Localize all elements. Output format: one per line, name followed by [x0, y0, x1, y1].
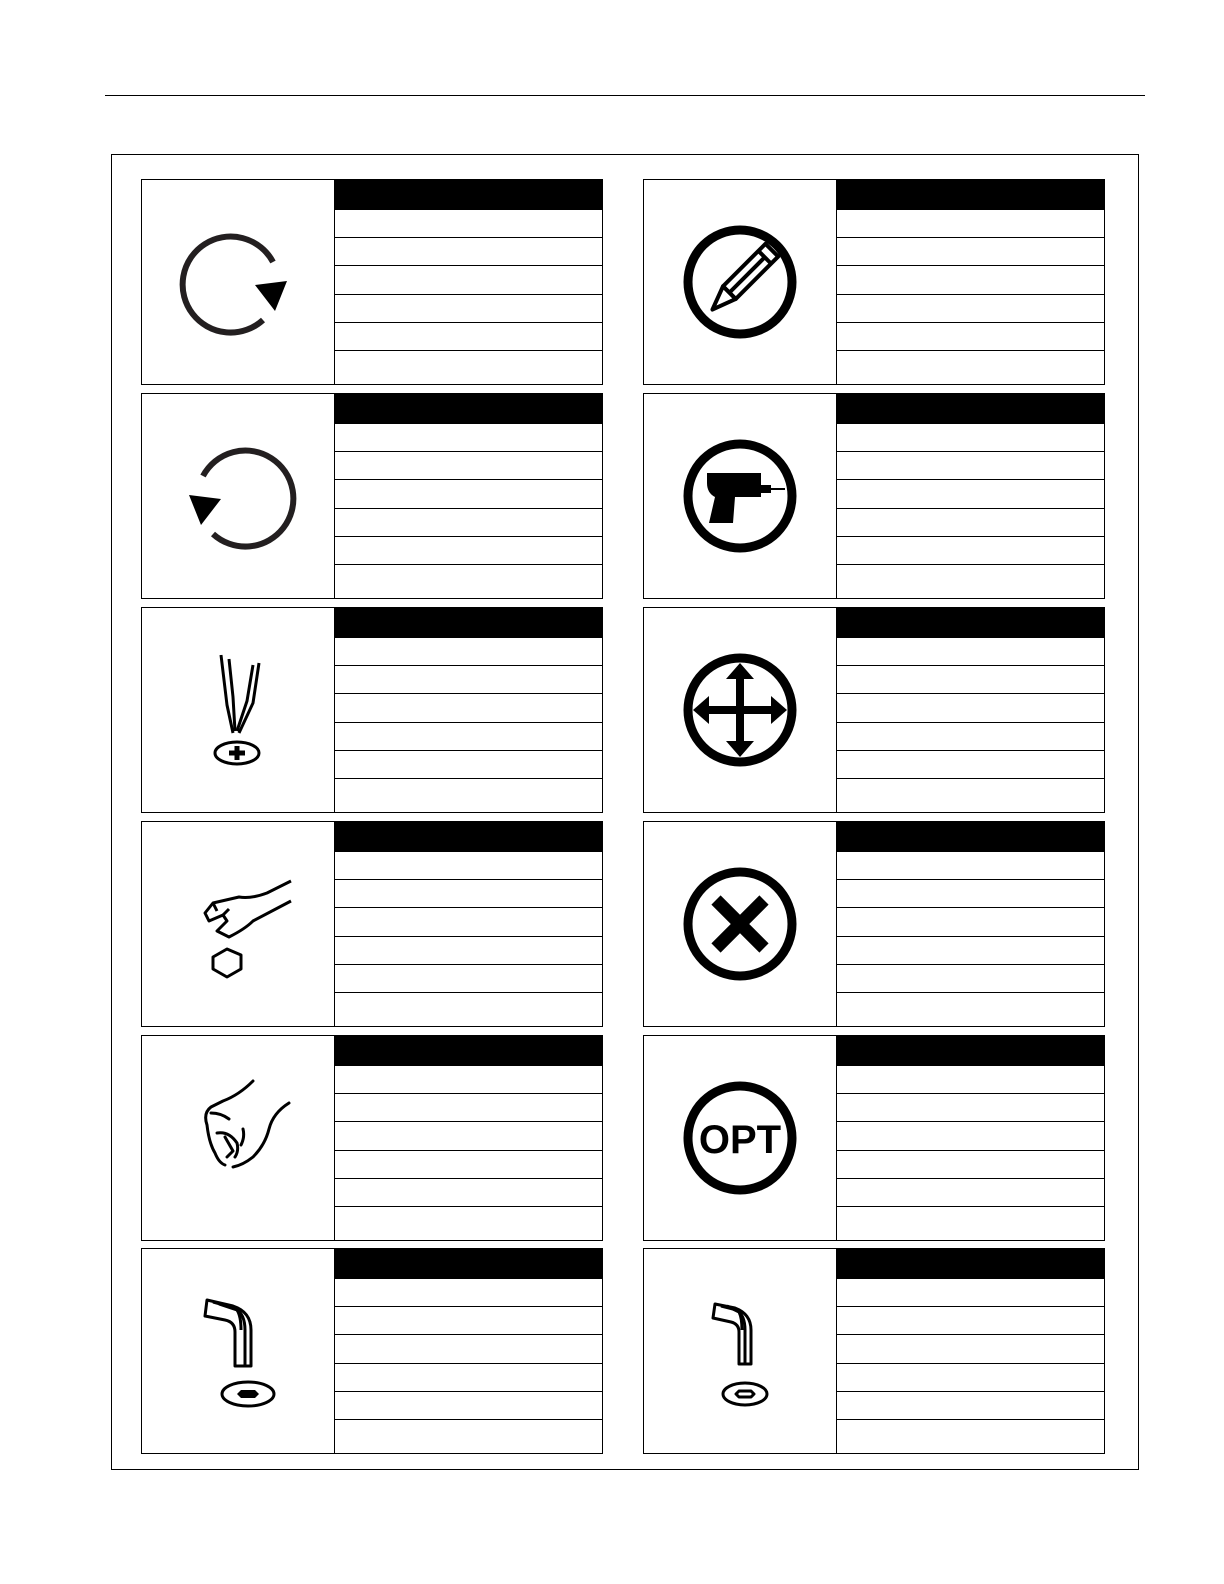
- row-line: [334, 536, 602, 564]
- row-line: [836, 1363, 1104, 1391]
- row-line: [836, 1419, 1104, 1447]
- label-rows: [334, 822, 602, 1026]
- row-line: [836, 851, 1104, 879]
- allen-key-small-bolt-icon: [675, 1286, 805, 1416]
- optional-circle-icon: [675, 1073, 805, 1203]
- row-line: [836, 1178, 1104, 1206]
- row-line: [334, 1150, 602, 1178]
- row-line: [334, 1093, 602, 1121]
- row-line: [334, 750, 602, 778]
- row-line: [334, 1419, 602, 1447]
- row-line: [334, 907, 602, 935]
- row-line: [334, 992, 602, 1020]
- row-line: [836, 1334, 1104, 1362]
- pencil-circle-icon: [675, 217, 805, 347]
- row-line: [836, 423, 1104, 451]
- icon-cell: [142, 822, 335, 1026]
- row-line: [836, 778, 1104, 806]
- label-rows: [836, 1036, 1104, 1240]
- clockwise-rotate-icon: [173, 217, 303, 347]
- opt-label: OPT: [698, 1118, 782, 1162]
- icon-cell: [644, 1036, 837, 1240]
- row-line: [334, 1391, 602, 1419]
- row-line: [334, 564, 602, 592]
- row-line: [836, 1391, 1104, 1419]
- row-line: [334, 451, 602, 479]
- legend-card-wrench: [141, 821, 603, 1027]
- icon-cell: [142, 180, 335, 384]
- row-line: [836, 536, 1104, 564]
- legend-card-pencil: [643, 179, 1105, 385]
- legend-card-clockwise: [141, 179, 603, 385]
- label-rows: [334, 1249, 602, 1453]
- tweezers-screw-icon: [173, 645, 303, 775]
- row-line: [836, 209, 1104, 237]
- row-header: [836, 822, 1104, 851]
- row-line: [836, 479, 1104, 507]
- icon-cell: [644, 180, 837, 384]
- row-line: [334, 1334, 602, 1362]
- row-line: [334, 508, 602, 536]
- row-line: [836, 350, 1104, 378]
- row-line: [836, 1065, 1104, 1093]
- label-rows: [334, 180, 602, 384]
- legend-card-do-not: [643, 821, 1105, 1027]
- row-line: [836, 564, 1104, 592]
- row-line: [836, 322, 1104, 350]
- row-header: [836, 1249, 1104, 1278]
- row-line: [836, 451, 1104, 479]
- label-rows: [836, 394, 1104, 598]
- allen-key-large-bolt-icon: [173, 1286, 303, 1416]
- row-line: [836, 992, 1104, 1020]
- row-line: [334, 479, 602, 507]
- legend-card-drill: [643, 393, 1105, 599]
- row-line: [334, 936, 602, 964]
- row-line: [334, 350, 602, 378]
- row-line: [836, 907, 1104, 935]
- icon-cell: [142, 608, 335, 812]
- row-line: [836, 665, 1104, 693]
- x-circle-icon: [675, 859, 805, 989]
- row-header: [334, 1036, 602, 1065]
- row-header: [334, 394, 602, 423]
- row-line: [836, 1093, 1104, 1121]
- power-drill-circle-icon: [675, 431, 805, 561]
- row-line: [836, 1121, 1104, 1149]
- row-line: [836, 722, 1104, 750]
- row-line: [334, 964, 602, 992]
- row-header: [836, 180, 1104, 209]
- row-line: [836, 936, 1104, 964]
- row-line: [836, 879, 1104, 907]
- row-line: [334, 1278, 602, 1306]
- header-rule: [105, 95, 1145, 96]
- row-line: [334, 1206, 602, 1234]
- row-line: [334, 1121, 602, 1149]
- icon-cell: [644, 1249, 837, 1453]
- row-header: [836, 394, 1104, 423]
- row-header: [334, 180, 602, 209]
- row-line: [836, 693, 1104, 721]
- label-rows: [334, 394, 602, 598]
- row-line: [334, 1065, 602, 1093]
- legend-card-move: [643, 607, 1105, 813]
- row-line: [334, 851, 602, 879]
- icon-cell: [142, 1036, 335, 1240]
- row-line: [334, 322, 602, 350]
- row-line: [334, 423, 602, 451]
- row-line: [836, 294, 1104, 322]
- label-rows: [836, 180, 1104, 384]
- row-line: [334, 1363, 602, 1391]
- hand-tighten-icon: [173, 1073, 303, 1203]
- row-line: [334, 693, 602, 721]
- row-line: [836, 1206, 1104, 1234]
- row-line: [334, 265, 602, 293]
- icon-cell: [142, 394, 335, 598]
- label-rows: [836, 1249, 1104, 1453]
- row-line: [334, 778, 602, 806]
- counterclockwise-rotate-icon: [173, 431, 303, 561]
- icon-cell: [644, 394, 837, 598]
- row-line: [334, 294, 602, 322]
- row-line: [836, 1306, 1104, 1334]
- icon-cell: [644, 608, 837, 812]
- legend-card-hand-tighten: [141, 1035, 603, 1241]
- row-line: [334, 879, 602, 907]
- row-header: [836, 1036, 1104, 1065]
- row-header: [334, 1249, 602, 1278]
- row-line: [334, 637, 602, 665]
- legend-card-counterclockwise: [141, 393, 603, 599]
- legend-card-allen-key-large: [141, 1248, 603, 1454]
- row-line: [836, 637, 1104, 665]
- row-line: [836, 1150, 1104, 1178]
- legend-card-optional: [643, 1035, 1105, 1241]
- row-line: [836, 1278, 1104, 1306]
- label-rows: [836, 608, 1104, 812]
- row-line: [334, 237, 602, 265]
- row-header: [334, 608, 602, 637]
- label-rows: [836, 822, 1104, 1026]
- row-line: [334, 209, 602, 237]
- label-rows: [334, 608, 602, 812]
- row-line: [334, 665, 602, 693]
- legend-card-allen-key-small: [643, 1248, 1105, 1454]
- label-rows: [334, 1036, 602, 1240]
- row-line: [836, 508, 1104, 536]
- row-line: [836, 964, 1104, 992]
- row-line: [836, 237, 1104, 265]
- legend-card-tweezers: [141, 607, 603, 813]
- row-line: [836, 265, 1104, 293]
- move-arrows-circle-icon: [675, 645, 805, 775]
- wrench-hex-nut-icon: [173, 859, 303, 989]
- row-line: [334, 722, 602, 750]
- row-line: [836, 750, 1104, 778]
- row-line: [334, 1306, 602, 1334]
- row-line: [334, 1178, 602, 1206]
- icon-cell: [142, 1249, 335, 1453]
- icon-cell: [644, 822, 837, 1026]
- row-header: [334, 822, 602, 851]
- row-header: [836, 608, 1104, 637]
